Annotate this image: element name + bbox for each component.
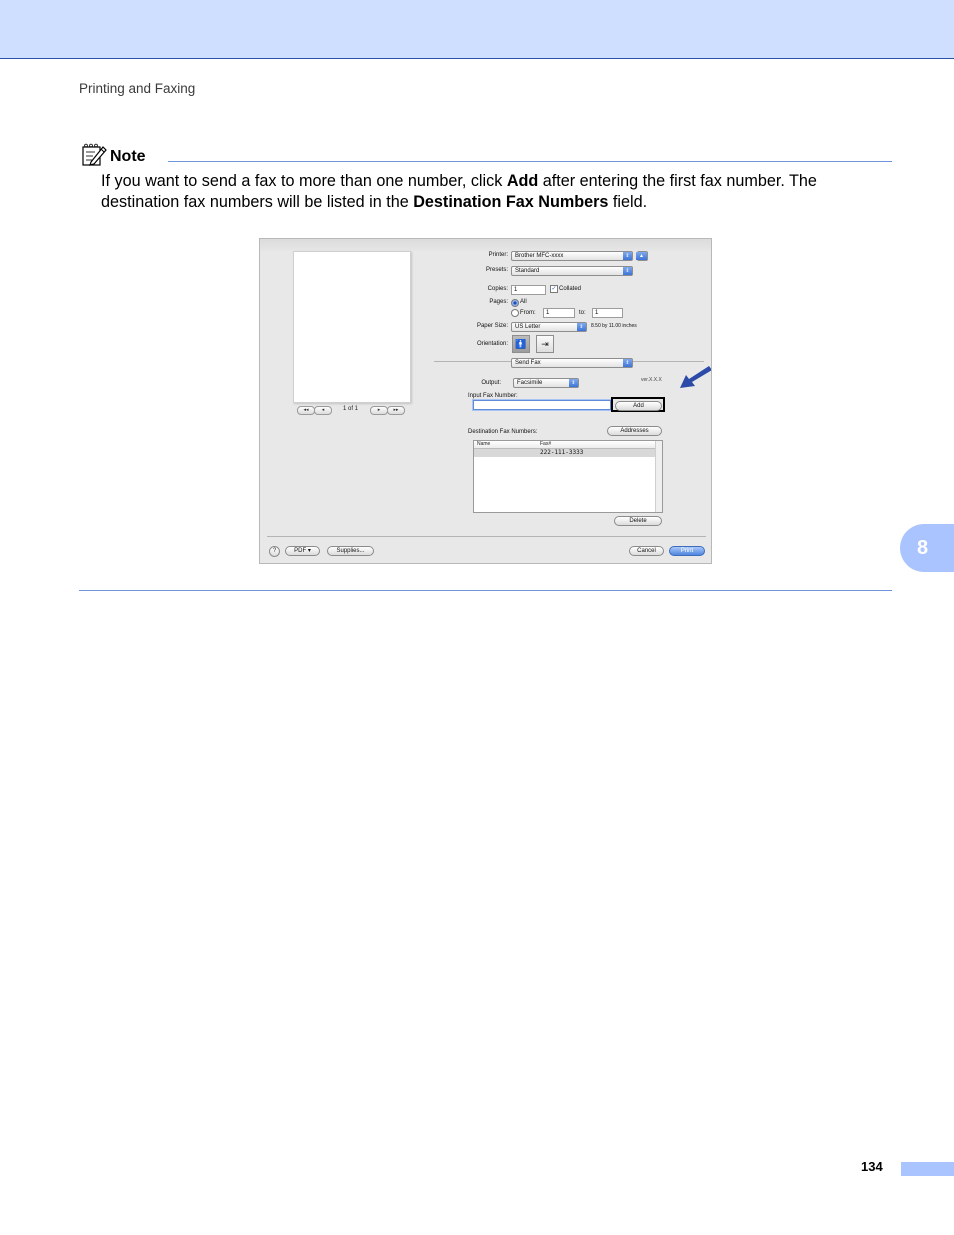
print-button[interactable]: Print — [669, 546, 705, 556]
output-popup[interactable]: Facsimile ⇕ — [513, 378, 579, 388]
page-number: 134 — [861, 1159, 883, 1174]
panel-popup[interactable]: Send Fax ⇕ — [511, 358, 633, 368]
print-dialog-screenshot — [259, 238, 712, 564]
dialog-title-strip — [260, 239, 712, 251]
destination-fax-numbers-emphasis: Destination Fax Numbers — [413, 193, 609, 211]
pdf-button[interactable]: PDF ▾ — [285, 546, 320, 556]
presets-popup[interactable]: Standard ⇕ — [511, 266, 633, 276]
landscape-orientation-icon[interactable]: ⇥ — [536, 335, 554, 353]
printer-popup[interactable]: Brother MFC-xxxx ⇕ — [511, 251, 633, 261]
col-name-header: Name — [477, 441, 491, 447]
add-button[interactable]: Add — [615, 401, 662, 411]
fax-list-header — [474, 441, 662, 449]
collated-checkbox[interactable]: ✓ — [551, 286, 557, 292]
chapter-tab: 8 — [900, 524, 954, 572]
header-band — [0, 0, 954, 59]
paper-size-note: 8.50 by 11.00 inches — [591, 323, 637, 329]
triangle-up-icon: ▲ — [636, 252, 647, 260]
cancel-button[interactable]: Cancel — [629, 546, 664, 556]
prev-page-button[interactable]: ◂ — [314, 406, 332, 415]
note-pencil-icon — [81, 143, 107, 167]
addresses-button[interactable]: Addresses — [607, 426, 662, 436]
pages-to-label: to: — [579, 310, 586, 316]
pages-all-label: All — [520, 299, 527, 305]
running-head: Printing and Faxing — [79, 81, 196, 96]
help-button[interactable]: ? — [269, 546, 280, 557]
delete-button[interactable]: Delete — [614, 516, 662, 526]
popup-arrows-icon: ⇕ — [623, 359, 632, 367]
pages-from-radio[interactable] — [511, 309, 519, 317]
add-emphasis: Add — [506, 172, 539, 190]
presets-label: Presets: — [485, 267, 508, 273]
popup-arrows-icon: ⇕ — [623, 267, 632, 275]
first-page-button[interactable]: ◂◂ — [297, 406, 315, 415]
destination-fax-label: Destination Fax Numbers: — [468, 429, 538, 435]
orientation-label: Orientation: — [476, 341, 508, 347]
table-row[interactable] — [474, 449, 662, 457]
input-fax-field[interactable] — [473, 400, 611, 410]
footer-separator — [267, 536, 706, 537]
pages-label: Pages: — [489, 299, 508, 305]
fax-number-cell: 222-111-3333 — [540, 449, 584, 456]
page-preview — [293, 251, 411, 403]
popup-arrows-icon: ⇕ — [577, 323, 586, 331]
next-page-button[interactable]: ▸ — [370, 406, 388, 415]
input-fax-label: Input Fax Number: — [468, 393, 518, 399]
col-fax-header: Fax# — [540, 441, 552, 447]
pages-from-field[interactable]: 1 — [543, 308, 575, 318]
paper-size-popup[interactable]: US Letter ⇕ — [511, 322, 587, 332]
expand-dialog-button[interactable] — [637, 251, 648, 261]
popup-arrows-icon: ⇕ — [623, 252, 632, 260]
paper-size-label: Paper Size: — [476, 323, 508, 329]
supplies-button[interactable]: Supplies... — [327, 546, 374, 556]
page-number-tab — [901, 1162, 954, 1176]
copies-field[interactable]: 1 — [511, 285, 546, 295]
note-label: Note — [110, 148, 146, 165]
page-count: 1 of 1 — [343, 406, 359, 412]
last-page-button[interactable]: ▸▸ — [387, 406, 405, 415]
note-text: If you want to send a fax to more than one number, click Add after entering the first fax number. The destination fax numbers will be listed in the Destination Fax Numbers field. — [101, 172, 817, 211]
copies-label: Copies: — [487, 286, 508, 292]
pages-from-label: From: — [520, 310, 536, 316]
pages-all-radio[interactable] — [511, 299, 519, 307]
output-label: Output: — [481, 380, 501, 386]
collated-label: Collated — [559, 286, 582, 292]
fax-list-scrollbar[interactable] — [655, 441, 662, 512]
note-bottom-rule — [79, 590, 892, 591]
portrait-orientation-icon[interactable]: 🚹 — [512, 335, 530, 353]
pages-to-field[interactable]: 1 — [592, 308, 623, 318]
destination-fax-list[interactable] — [473, 440, 663, 513]
version-text: ver.X.X.X — [641, 377, 662, 383]
note-rule — [168, 161, 892, 162]
printer-label: Printer: — [488, 252, 508, 258]
popup-arrows-icon: ⇕ — [569, 379, 578, 387]
pointer-arrow-icon — [678, 364, 712, 390]
